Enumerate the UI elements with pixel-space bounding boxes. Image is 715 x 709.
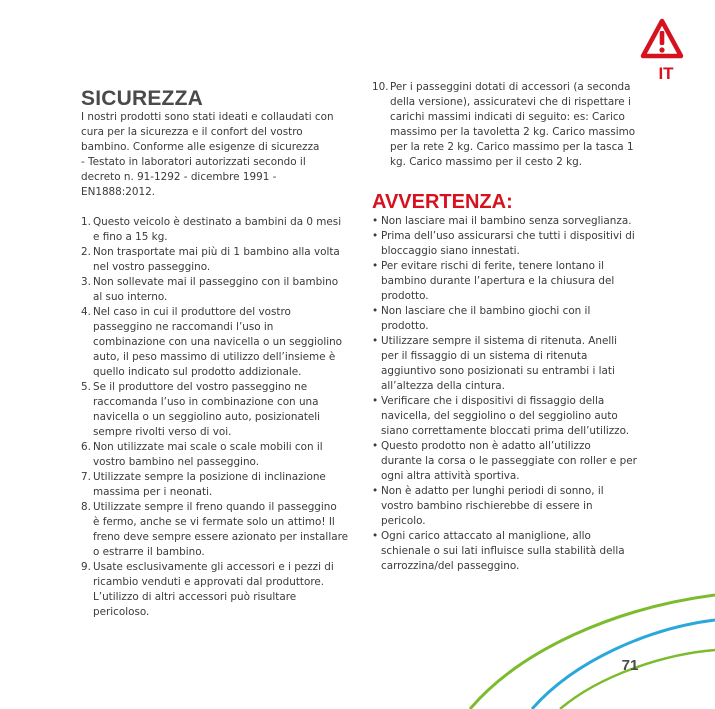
item-number: 1.: [81, 216, 91, 228]
bullet-icon: •: [372, 395, 379, 407]
item-number: 5.: [81, 381, 91, 393]
warning-text: Prima dell’uso assicurarsi che tutti i dispositivi di bloccaggio siano innestati.: [381, 230, 635, 257]
item-number: 7.: [81, 471, 91, 483]
item-text: Se il produttore del vostro passeggino ne raccomanda l’uso in combinazione con una navicella o un seggiolino auto, posizionateli sempre rivolti verso di voi.: [93, 381, 321, 438]
item-text: Non trasportate mai più di 1 bambino alla volta nel vostro passeggino.: [93, 246, 340, 273]
item-text: Non utilizzate mai scale o scale mobili con il vostro bambino nel passeggino.: [93, 441, 323, 468]
warning-text: Non lasciare mai il bambino senza sorveglianza.: [381, 215, 632, 227]
item-number: 2.: [81, 246, 91, 258]
item-number: 8.: [81, 501, 91, 513]
bullet-icon: •: [372, 305, 379, 317]
item-number: 4.: [81, 306, 91, 318]
item-text: Non sollevate mai il passeggino con il bambino al suo interno.: [93, 276, 339, 303]
language-code: IT: [658, 64, 674, 83]
item-text: Utilizzate sempre il freno quando il passeggino è fermo, anche se vi fermate solo un attimo! Il freno deve sempre essere azionato per installare o estrarre il bambino.: [93, 501, 349, 558]
safety-intro: I nostri prodotti sono stati ideati e collaudati con cura per la sicurezza e il confort del vostro bambino. Conforme alle esigenze di sicurezza - Testato in laboratori autorizzati secondo il decreto n. 91-1292 - dicembre 1991 - EN1888:2012.: [81, 111, 334, 198]
bullet-icon: •: [372, 440, 379, 452]
warning-text: Non lasciare che il bambino giochi con il prodotto.: [381, 305, 591, 332]
item-number: 10.: [372, 81, 389, 93]
warning-text: Per evitare rischi di ferite, tenere lontano il bambino durante l’apertura e la chiusura del prodotto.: [381, 260, 615, 302]
warning-title: AVVERTENZA:: [372, 191, 513, 213]
warning-text: Utilizzare sempre il sistema di ritenuta. Anelli per il fissaggio di un sistema di ritenuta aggiuntivo sono posizionati su entrambi i lati all’altezza della cintura.: [381, 335, 618, 392]
item-text: Utilizzate sempre la posizione di inclinazione massima per i neonati.: [93, 471, 326, 498]
warning-text: Ogni carico attaccato al maniglione, allo schienale o sui lati influisce sulla stabilità della carrozzina/del passeggino.: [381, 530, 625, 572]
bullet-icon: •: [372, 530, 379, 542]
bullet-icon: •: [372, 215, 379, 227]
bullet-icon: •: [372, 260, 379, 272]
bullet-icon: •: [372, 230, 379, 242]
bullet-icon: •: [372, 485, 379, 497]
bullet-icon: •: [372, 335, 379, 347]
item-text: Per i passeggini dotati di accessori (a seconda della versione), assicuratevi che di rispettare i carichi massimi indicati di seguito: es: Carico massimo per la tavoletta 2 kg. Carico massimo per la rete 2 kg. Carico massimo per la tasca 1 kg. Carico massimo per il cesto 2 kg.: [390, 81, 636, 168]
item-text: Usate esclusivamente gli accessori e i pezzi di ricambio venduti e approvati dal produttore. L’utilizzo di altri accessori può risultare pericoloso.: [93, 561, 334, 618]
page-number: 71: [621, 657, 639, 674]
warning-text: Non è adatto per lunghi periodi di sonno, il vostro bambino rischierebbe di essere in pericolo.: [381, 485, 604, 527]
item-number: 3.: [81, 276, 91, 288]
item-text: Questo veicolo è destinato a bambini da 0 mesi e fino a 15 kg.: [93, 216, 342, 243]
warning-text: Questo prodotto non è adatto all’utilizzo durante la corsa o le passeggiate con roller e per ogni altra attività sportiva.: [381, 440, 637, 482]
item-text: Nel caso in cui il produttore del vostro passeggino ne raccomandi l’uso in combinazione con una navicella o un seggiolino auto, il peso massimo di utilizzo dell’insieme è quello indicato sul prodotto addizionale.: [93, 306, 343, 378]
item-number: 6.: [81, 441, 91, 453]
warning-text: Verificare che i dispositivi di fissaggio della navicella, del seggiolino o del seggiolino auto siano correttamente bloccati prima dell’utilizzo.: [381, 395, 630, 437]
safety-title: SICUREZZA: [81, 87, 203, 110]
item-number: 9.: [81, 561, 91, 573]
